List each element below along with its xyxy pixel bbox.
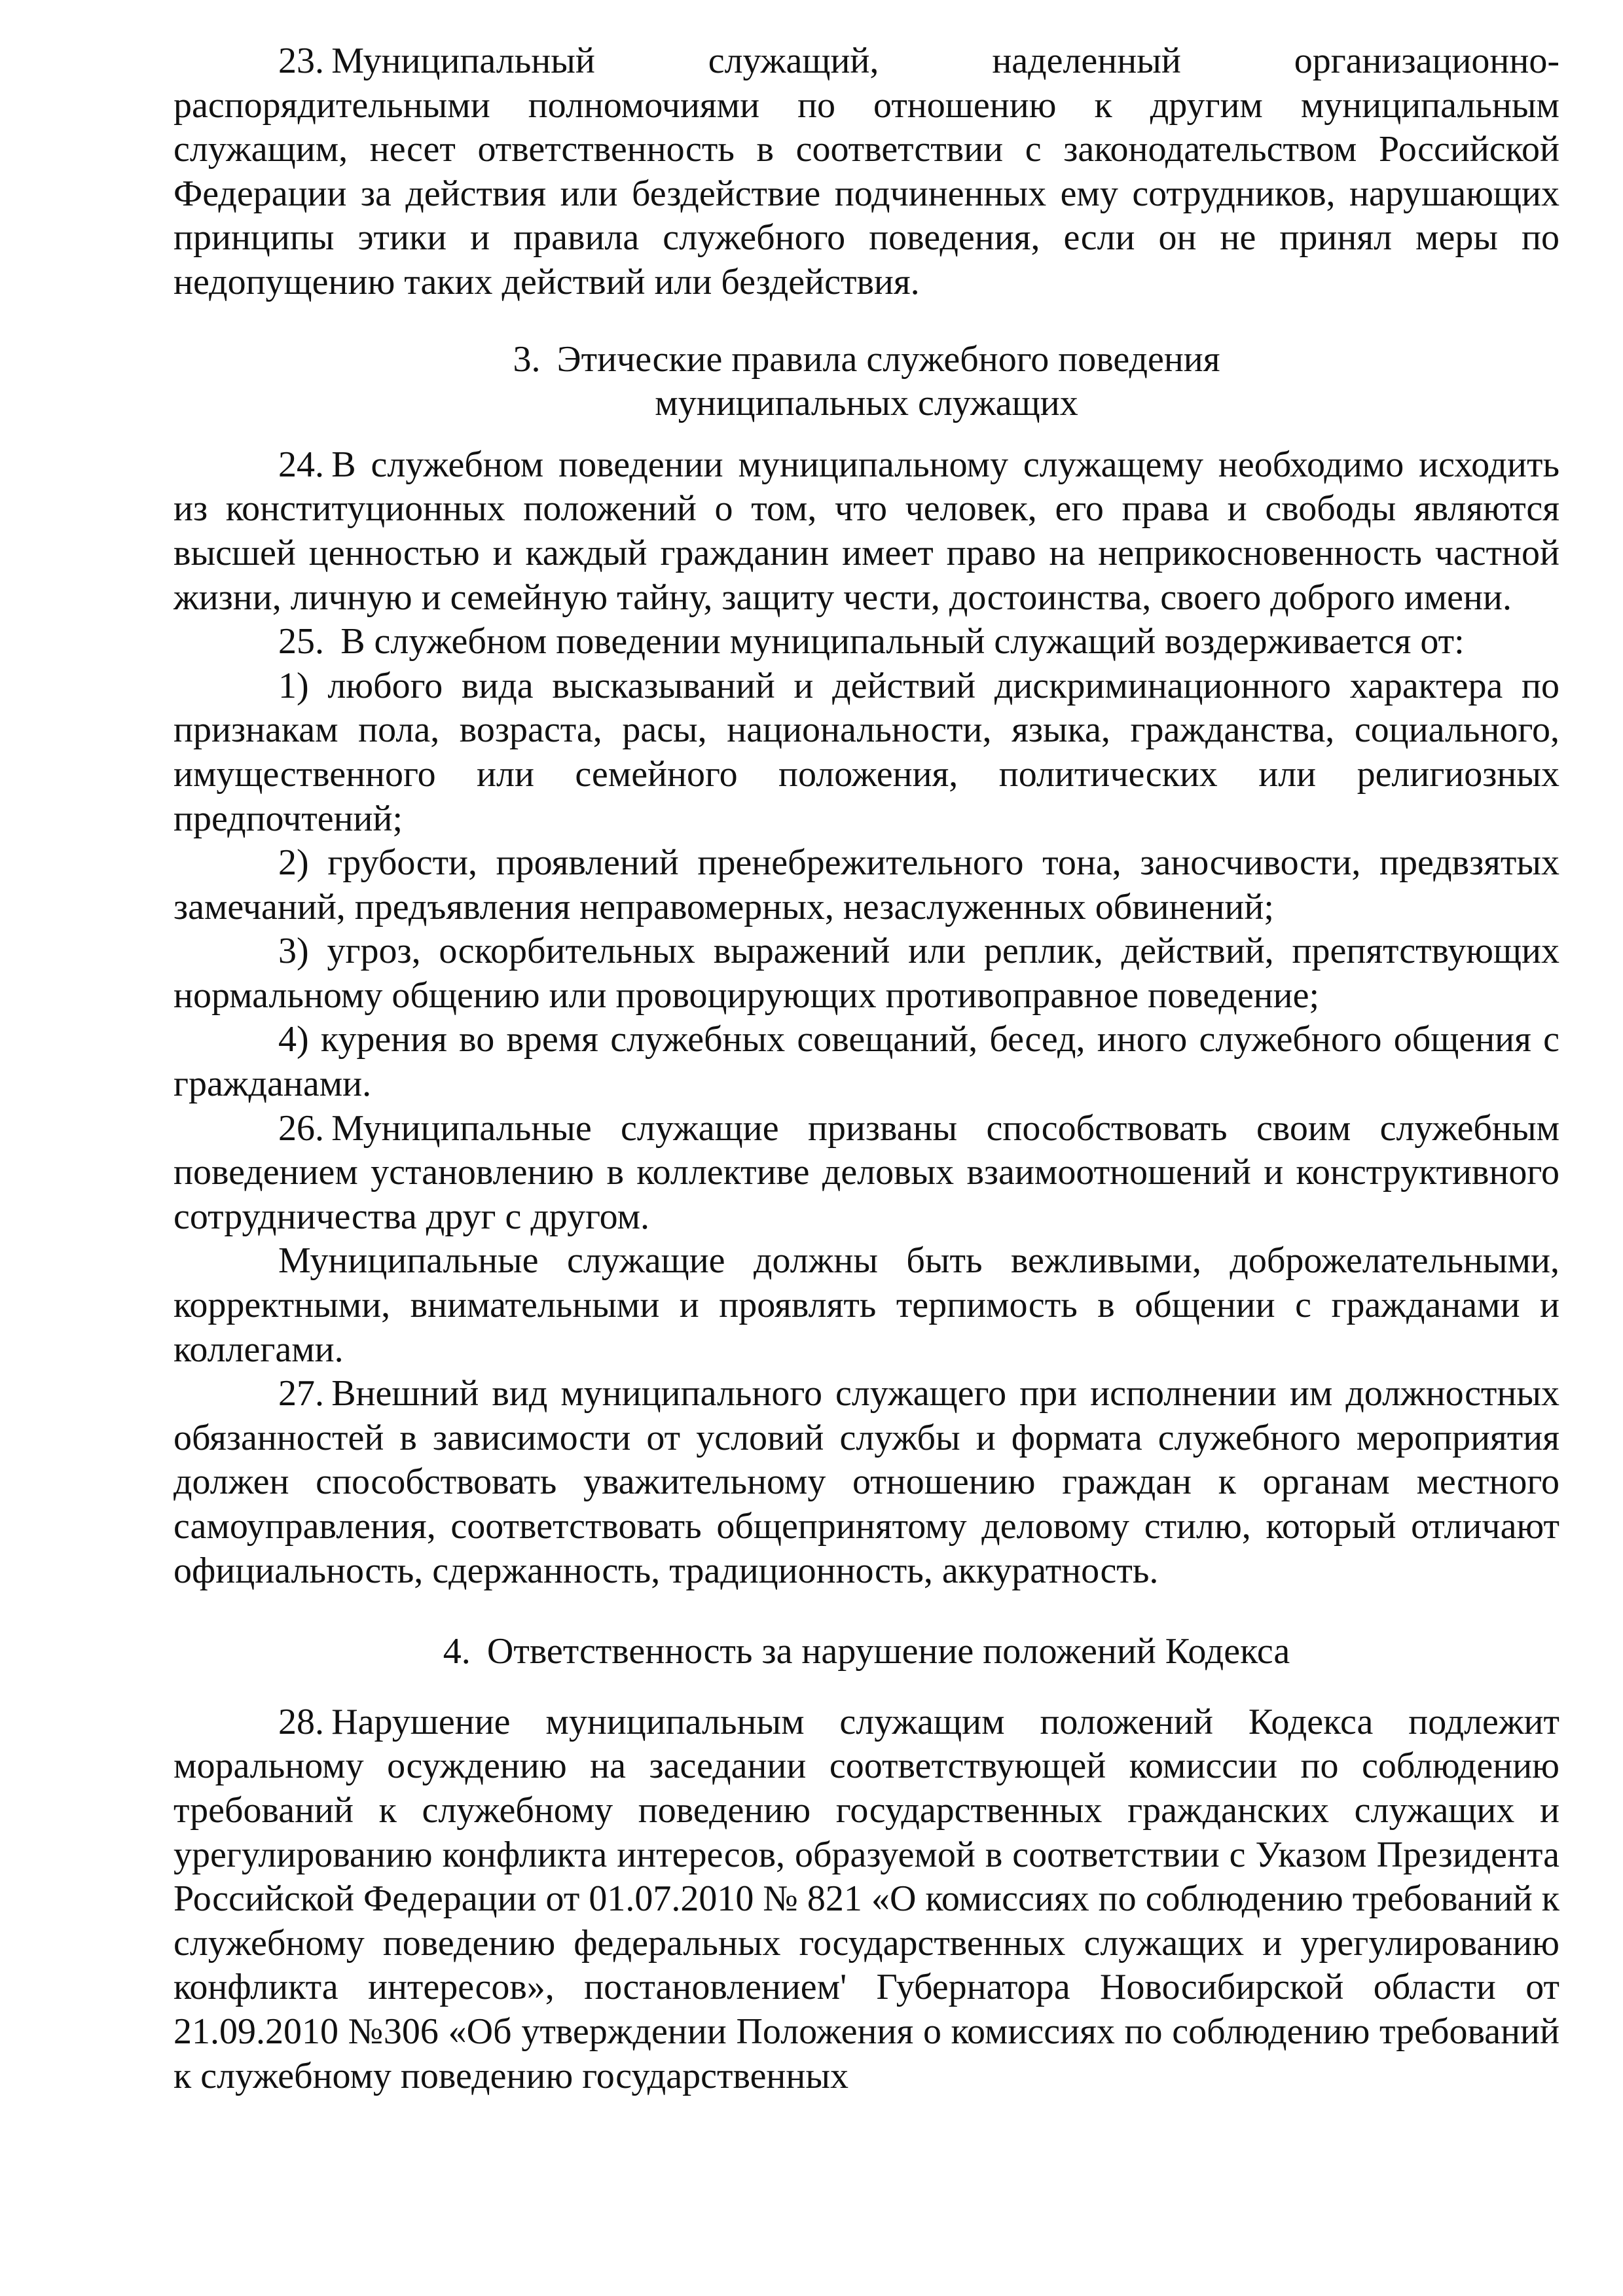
paragraph-text: 2) грубости, проявлений пренебрежительного тона, заносчивости, предвзятых замечаний, предъявления неправомерных, незаслуженных обвинений; (173, 842, 1559, 927)
section-heading-line (173, 338, 1559, 382)
paragraph-24 (173, 443, 1559, 620)
list-item-2 (173, 841, 1559, 929)
section-title-line-1: Этические правила служебного поведения (556, 338, 1220, 380)
paragraph-text: 3) угроз, оскорбительных выражений или реплик, действий, препятствующих нормальному общению или провоцирующих противоправное поведение; (173, 931, 1559, 1016)
paragraph-text: Муниципальный служащий, наделенный организационно-распорядительными полномочиями по отношению к другим муниципальным служащим, несет ответственность в соответствии с законодательством Российской Федерации за действия или бездействие подчиненных ему сотрудников, нарушающих принципы этики и правила служебного поведения, если он не принял меры по недопущению таких действий или бездействия. (173, 41, 1559, 302)
paragraph-text: Внешний вид муниципального служащего при исполнении им должностных обязанностей в зависимости от условий службы и формата служебного мероприятия должен способствовать уважительному отношению граждан к органам местного самоуправления, соответствовать общепринятому деловому стилю, который отличают официальность, сдержанность, традиционность, аккуратность. (173, 1373, 1559, 1591)
section-number: 3. (513, 338, 541, 380)
list-item-4 (173, 1018, 1559, 1106)
list-item-1 (173, 664, 1559, 841)
paragraph-text: Муниципальные служащие призваны способствовать своим служебным поведением установлению в коллективе деловых взаимоотношений и конструктивного сотрудничества друг с другом. (173, 1107, 1559, 1237)
paragraph-text: 4) курения во время служебных совещаний, бесед, иного служебного общения с гражданами. (173, 1019, 1559, 1105)
paragraph-number: 23. (278, 41, 324, 81)
paragraph-number: 27. (278, 1373, 324, 1414)
paragraph-text: Нарушение муниципальным служащим положений Кодекса подлежит моральному осуждению на заседании соответствующей комиссии по соблюдению требований к служебному поведению государственных гражданских служащих и урегулированию конфликта интересов, образуемой в соответствии с Указом Президента Российской Федерации от 01.07.2010 № 821 «О комиссиях по соблюдению требований к служебному поведению федеральных государственных служащих и урегулированию конфликта интересов», постановлением' Губернатора Новосибирской области от 21.09.2010 №306 «Об утверждении Положения о комиссиях по соблюдению требований к служебному поведению государственных (173, 1701, 1559, 2096)
paragraph-28 (173, 1700, 1559, 2098)
paragraph-number: 26. (278, 1107, 324, 1149)
list-item-3 (173, 929, 1559, 1018)
section-number: 4. (443, 1631, 471, 1672)
paragraph-26-continued (173, 1239, 1559, 1372)
section-title: Ответственность за нарушение положений Кодекса (486, 1631, 1290, 1672)
paragraph-text: 1) любого вида высказываний и действий дискриминационного характера по признакам пола, возраста, расы, национальности, языка, гражданства, социального, имущественного или семейного положения, политических или религиозных предпочтений; (173, 665, 1559, 839)
section-heading-line (173, 1630, 1559, 1674)
paragraph-text: В служебном поведении муниципальный служащий воздерживается от: (340, 621, 1465, 662)
paragraph-number: 24. (278, 444, 324, 485)
paragraph-text: Муниципальные служащие должны быть вежливыми, доброжелательными, корректными, внимательными и проявлять терпимость в общении с гражданами и коллегами. (173, 1240, 1559, 1370)
document-page (173, 39, 1559, 2098)
section-4-heading (173, 1630, 1559, 1674)
paragraph-number: 28. (278, 1701, 324, 1742)
paragraph-26 (173, 1107, 1559, 1240)
section-heading-line (173, 382, 1559, 426)
paragraph-27 (173, 1372, 1559, 1593)
paragraph-text: В служебном поведении муниципальному служащему необходимо исходить из конституционных положений о том, что человек, его права и свободы являются высшей ценностью и каждый гражданин имеет право на неприкосновенность частной жизни, личную и семейную тайну, защиту чести, достоинства, своего доброго имени. (173, 444, 1559, 618)
section-3-heading (173, 338, 1559, 426)
section-title-line-2: муниципальных служащих (655, 383, 1078, 424)
paragraph-number: 25. (278, 621, 324, 662)
paragraph-25 (173, 620, 1559, 664)
paragraph-23 (173, 39, 1559, 305)
